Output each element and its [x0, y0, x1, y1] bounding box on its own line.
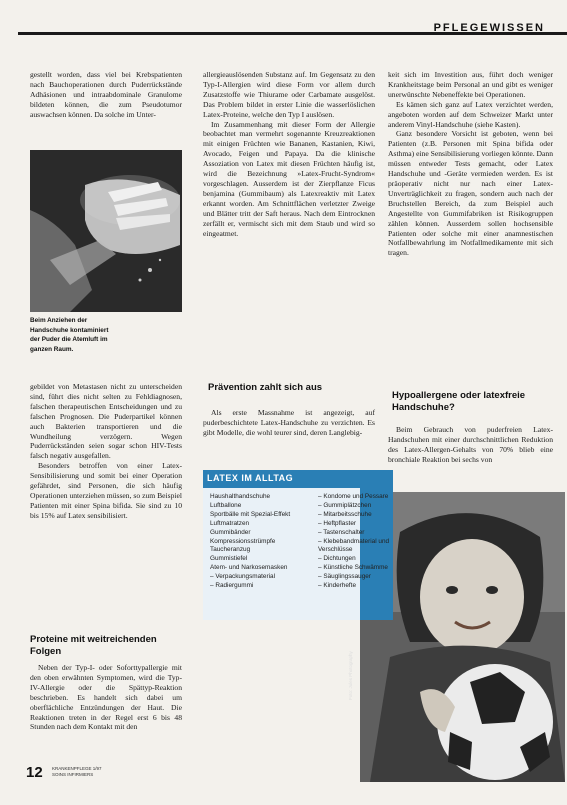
photo-credit: Foto: Jules Photography — [348, 651, 353, 700]
footer-journal: KRANKENPFLEGE 1/97 SOINS INFIRMIERS — [52, 766, 102, 777]
col1-paragraph-3: Besonders betroffen von einer Latex-Sensibilisierung und somit bei einer Operation gefährdet, sind Personen, die sich häufig Operationen unterziehen müssen, so zum Beispiel Patienten mit einer Spina bifida. Sie sind zu 10 bis 15% auf Latex sensibilisiert. — [30, 461, 182, 520]
infobox-item: – Säuglingssauger — [318, 573, 371, 581]
infobox-item: Luftballone — [210, 501, 242, 509]
infobox-item: – Künstliche Schwämme — [318, 564, 388, 572]
col2-paragraph-1: allergieauslösenden Substanz auf. Im Gegensatz zu den Typ-I-Allergien wird diese Form vor allem durch Zusatzstoffe wie Thiurame oder Carbamate ausgelöst. Das Problem bildet in erster Linie die wasserlöslichen Latex-Proteine, welche den Typ I auslösen. — [203, 70, 375, 119]
col1-paragraph-4: Neben der Typ-I- oder Soforttypallergie mit den oben erwähnten Symptomen, wird die Typ-IV-Allergie oder die Spättyp-Reaktion beschrieben. Es handelt sich dabei um oberflächliche Entzündungen der Haut. Die Reaktionen treten in der Regel erst 6 bis 48 Stunden nach dem Kontakt mit den — [30, 663, 182, 732]
col3-paragraph-2: Es kämen sich ganz auf Latex verzichtet werden, angeboten worden auf dem Schweizer Markt unter anderem Vinyl-Handschuhe (siehe Kasten). — [388, 99, 553, 129]
infobox-item: – Tastenschalter — [318, 528, 365, 536]
infobox-item: Haushalthandschuhe — [210, 493, 271, 500]
gloves-caption: Beim Anziehen der Handschuhe kontaminiert der Puder die Atemluft im ganzen Raum. — [30, 317, 109, 353]
col3-mid-text — [388, 425, 553, 465]
infobox-item: Taucheranzug — [210, 546, 251, 554]
heading-praevention: Prävention zahlt sich aus — [208, 382, 323, 393]
heading-proteine: Proteine mit weitreichenden Folgen — [30, 634, 157, 657]
infobox-right-list — [318, 493, 402, 591]
col3-top-text — [388, 70, 553, 258]
col1-paragraph-1: gestellt worden, dass viel bei Krebspatienten nach Bauchoperationen durch Puderrückstände Adhäsionen und intraabdominale Granulome bildeten können, die zum Pseudotumor auswachsen können. Da solche im Unter- — [30, 70, 182, 119]
col3-paragraph-4: Beim Gebrauch von puderfreien Latex-Handschuhen mit einer durchschnittlichen Reduktion des Latex-Allergen-Gehalts von 70% blieb eine bronchiale Reaktion bei sechs von — [388, 425, 553, 464]
gloves-illustration — [30, 150, 182, 312]
col1-bottom-text — [30, 663, 182, 732]
gloves-photo — [30, 150, 182, 312]
col2-mid-text — [203, 408, 375, 438]
infobox-item: Sportbälle mit Spezial-Effekt — [210, 510, 291, 518]
col1-mid-text — [30, 382, 182, 521]
page-number: 12 — [26, 764, 43, 781]
col1-top-text — [30, 70, 182, 120]
infobox-item: – Dichtungen — [318, 555, 356, 563]
section-title: PFLEGEWISSEN — [433, 22, 545, 34]
infobox-item: – Kinderhefte — [318, 582, 357, 590]
col3-paragraph-1: keit sich im Investition aus, führt doch weniger Krankheitstage beim Personal an und gibt es weniger unerwünschte Nebeneffekte bei Operationen. — [388, 70, 553, 99]
infobox-title: LATEX IM ALLTAG — [207, 473, 294, 483]
col2-paragraph-2: Im Zusammenhang mit dieser Form der Allergie beobachtet man vermehrt sogenannte Kreuzreaktionen mit einigen Früchten wie Bananen, Kastanien, Kiwi, Avocado, Feigen und Papaya. Da die klinische Assoziation von Latex mit diesen Früchten häufig ist, wird die Bezeichnung »Latex-Frucht-Syndrom« vorgeschlagen. Ausserdem ist der Zierpflanze Ficus benjamina (Gummibaum) als Latexreaktiv mit Latex erkannt worden. Am Schnittflächen verletzter Zweige und Blätter tritt der Saft heraus. Nach dem Eintrocknen zerfällt er, vermischt sich mit dem Staub und wird so eingeatmet. — [203, 119, 375, 238]
infobox-item: Gummistiefel — [210, 555, 248, 563]
infobox-item: – Klebebandmaterial und Verschlüsse — [318, 537, 390, 554]
infobox-item: Kompressionsstrümpfe — [210, 537, 276, 545]
infobox-item: – Heftpflaster — [318, 519, 357, 527]
col2-paragraph-3: Als erste Massnahme ist angezeigt, auf puderbeschichtete Latex-Handschuhe zu verzichten. Es gibt Modelle, die wohl teurer sind, deren Langlebig- — [203, 408, 375, 437]
infobox-item: – Kondome und Pessare — [318, 493, 389, 500]
infobox-item: – Gummiplätzchen — [318, 501, 372, 509]
infobox-left-list — [210, 493, 305, 591]
col2-top-text — [203, 70, 375, 238]
infobox-item: Luftmatratzen — [210, 519, 250, 527]
infobox-item: – Mitarbeitsschuhe — [318, 510, 372, 518]
infobox-item: Gummibänder — [210, 528, 251, 536]
infobox-item: Atem- und Narkosemasken — [210, 564, 288, 572]
infobox-item: – Radiergummi — [210, 582, 254, 590]
col1-paragraph-2: gebildet von Metastasen nicht zu unterscheiden sind, führt dies nicht selten zu Fehldiagnosen, falschen therapeutischen Entscheidungen und zu falschen Prognosen. Die Puderpartikel können auch Bakterien transportieren und die Wundheilung verzögern. Wegen Puderrückständen seien sogar schon HIV-Tests falsch negativ ausgefallen. — [30, 382, 182, 461]
heading-hypoallergene: Hypoallergene oder latexfreie Handschuhe? — [392, 390, 526, 413]
col3-paragraph-3: Ganz besondere Vorsicht ist geboten, wenn bei Patienten (z.B. Personen mit Spina bifida oder Asthma) eine Sensibilisierung vorliegen könnte. Dann müssen entweder Tests gemacht, oder Latex Handschuhe und -Geräte vermieden werden. Es ist präoperativ nicht nur nach einer Latex-Unverträglichkeit zu fragen, sondern auch nach der Bruchstellen Bereich, da zum Beispiel auch Angestellte von Gummifabriken ist Risikogruppen zählen können. Ausserdem sollen hochsensible Patienten oder solche mit einer anamnestischen Notfallbewahrlung im Notfallmedikamente mit sich tragen. — [388, 129, 553, 258]
infobox-item: – Verpackungsmaterial — [210, 573, 276, 581]
